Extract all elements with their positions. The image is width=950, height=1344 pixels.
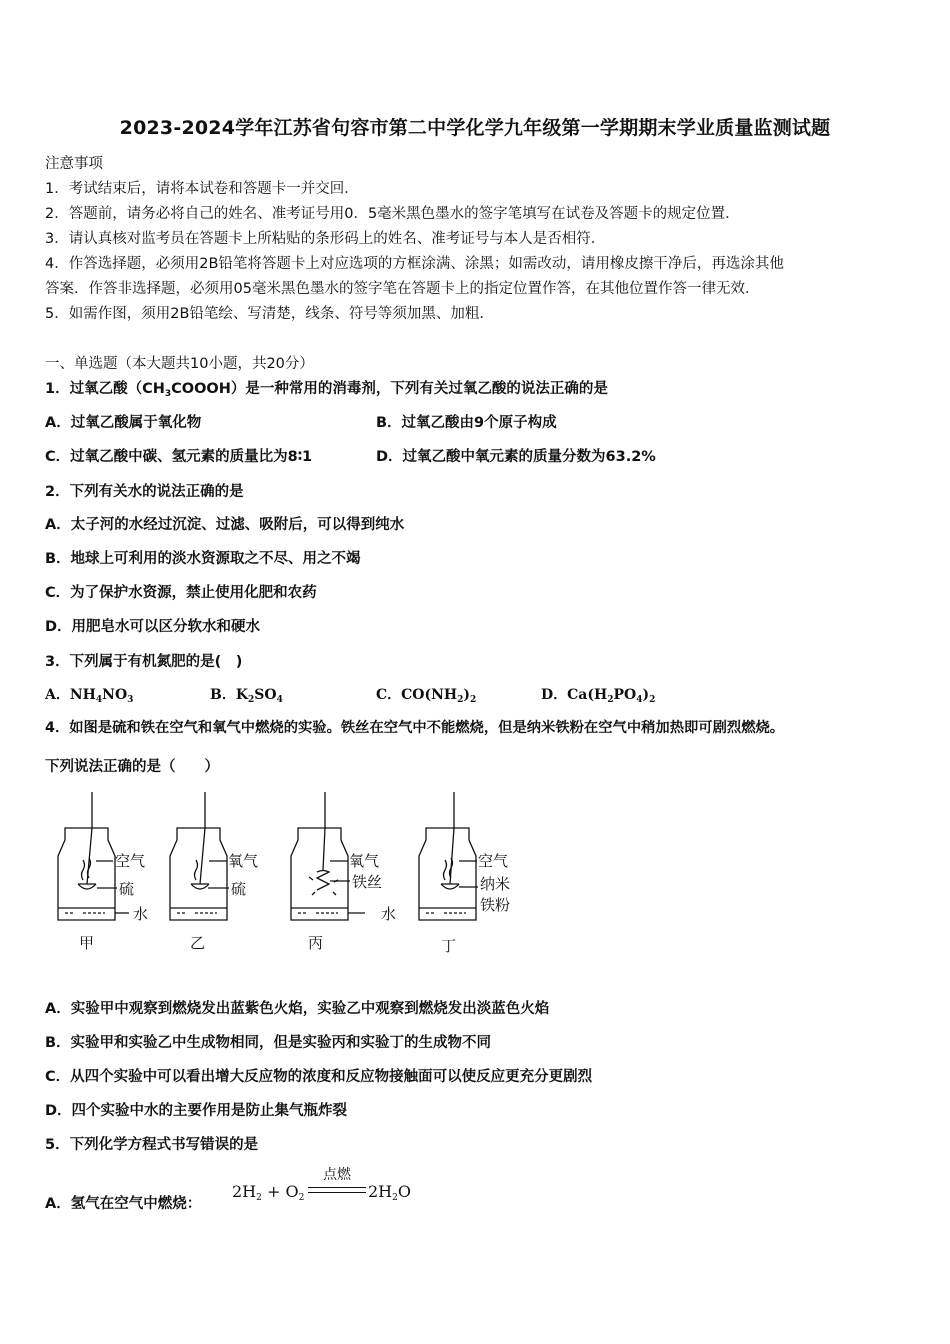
- notice-heading: 注意事项: [45, 156, 103, 172]
- notice-item: 4．作答选择题，必须用2B铅笔将答题卡上对应选项的方框涂满、涂黑；如需改动，请用橡皮擦干净后，再选涂其他: [45, 256, 784, 272]
- q1-option-d: D．过氧乙酸中氧元素的质量分数为63.2%: [376, 449, 656, 465]
- q2-option-c: C．为了保护水资源，禁止使用化肥和农药: [45, 585, 317, 601]
- q5-option-a: A．氢气在空气中燃烧：: [45, 1196, 202, 1212]
- label-water-bing: 水: [381, 905, 397, 923]
- jar-yi: [170, 792, 229, 920]
- equation-equals-sign: [308, 1187, 366, 1193]
- label-oxygen-bing: 氧气: [349, 852, 380, 870]
- q2-option-b: B．地球上可利用的淡水资源取之不尽、用之不竭: [45, 551, 361, 567]
- q3-option-b: B．$K_2SO_4$: [210, 687, 283, 705]
- equation-rhs: $2H_2O$: [368, 1182, 411, 1203]
- q2-option-a: A．太子河的水经过沉淀、过滤、吸附后，可以得到纯水: [45, 517, 405, 533]
- notice-item: 1．考试结束后，请将本试卷和答题卡一并交回．: [45, 181, 359, 197]
- section-heading: 一、单选题（本大题共10小题，共20分）: [45, 356, 314, 372]
- notice-item: 2．答题前，请务必将自己的姓名、准考证号用0．5毫米黑色墨水的签字笔填写在试卷及答题卡的规定位置．: [45, 206, 740, 222]
- label-iron-wire: 铁丝: [352, 873, 383, 891]
- q3-option-a: A．$NH_4NO_3$: [45, 687, 134, 705]
- label-jia: 甲: [79, 934, 95, 952]
- label-sulfur-yi: 硫: [231, 880, 247, 898]
- label-water-jia: 水: [133, 905, 149, 923]
- question-2-stem: 2．下列有关水的说法正确的是: [45, 484, 244, 500]
- label-nano: 纳米: [480, 875, 511, 893]
- q1-option-c: C．过氧乙酸中碳、氢元素的质量比为8∶1: [45, 449, 313, 465]
- q3-option-d: D．$Ca(H_2PO_4)_2$: [541, 687, 656, 705]
- notice-item: 5．如需作图，须用2B铅笔绘、写清楚，线条、符号等须加黑、加粗．: [45, 306, 494, 322]
- q2-option-d: D．用肥皂水可以区分软水和硬水: [45, 619, 261, 635]
- combustion-experiment-figure: [45, 788, 545, 963]
- label-air-jia: 空气: [115, 852, 146, 870]
- label-air-ding: 空气: [478, 852, 509, 870]
- question-1-stem: 1．过氧乙酸$(CH_3COOOH)$是一种常用的消毒剂，下列有关过氧乙酸的说法正确的是: [45, 381, 608, 399]
- question-4-stem: 4．如图是硫和铁在空气和氧气中燃烧的实验。铁丝在空气中不能燃烧，但是纳米铁粉在空气中稍加热即可剧烈燃烧。: [45, 720, 785, 736]
- notice-item: 答案．作答非选择题，必须用05毫米黑色墨水的签字笔在答题卡上的指定位置作答，在其他位置作答一律无效．: [45, 281, 760, 297]
- q1-option-a: A．过氧乙酸属于氧化物: [45, 415, 202, 431]
- notice-item: 3．请认真核对监考员在答题卡上所粘贴的条形码上的姓名、准考证号与本人是否相符．: [45, 231, 606, 247]
- equation-lhs: $2H_2 + O_2$: [232, 1182, 305, 1203]
- equation-condition: 点燃: [323, 1167, 351, 1183]
- question-5-stem: 5．下列化学方程式书写错误的是: [45, 1137, 259, 1153]
- q4-option-b: B．实验甲和实验乙中生成物相同，但是实验丙和实验丁的生成物不同: [45, 1035, 492, 1051]
- question-3-stem: 3．下列属于有机氮肥的是( ): [45, 654, 243, 670]
- question-4-stem-line2: 下列说法正确的是（ ）: [45, 759, 219, 775]
- q3-option-c: C．$CO(NH_2)_2$: [376, 687, 477, 705]
- label-sulfur-jia: 硫: [119, 880, 135, 898]
- q4-option-a: A．实验甲中观察到燃烧发出蓝紫色火焰，实验乙中观察到燃烧发出淡蓝色火焰: [45, 1001, 550, 1017]
- label-iron-powder: 铁粉: [480, 896, 511, 914]
- q1-option-b: B．过氧乙酸由9个原子构成: [376, 415, 557, 431]
- page-title: 2023-2024学年江苏省句容市第二中学化学九年级第一学期期末学业质量监测试题: [119, 117, 831, 139]
- label-ding: 丁: [441, 937, 457, 955]
- q4-option-d: D．四个实验中水的主要作用是防止集气瓶炸裂: [45, 1103, 348, 1119]
- label-yi: 乙: [190, 934, 206, 952]
- label-bing: 丙: [308, 934, 324, 952]
- label-oxygen-yi: 氧气: [228, 852, 259, 870]
- q4-option-c: C．从四个实验中可以看出增大反应物的浓度和反应物接触面可以使反应更充分更剧烈: [45, 1069, 593, 1085]
- jar-ding: [419, 792, 478, 920]
